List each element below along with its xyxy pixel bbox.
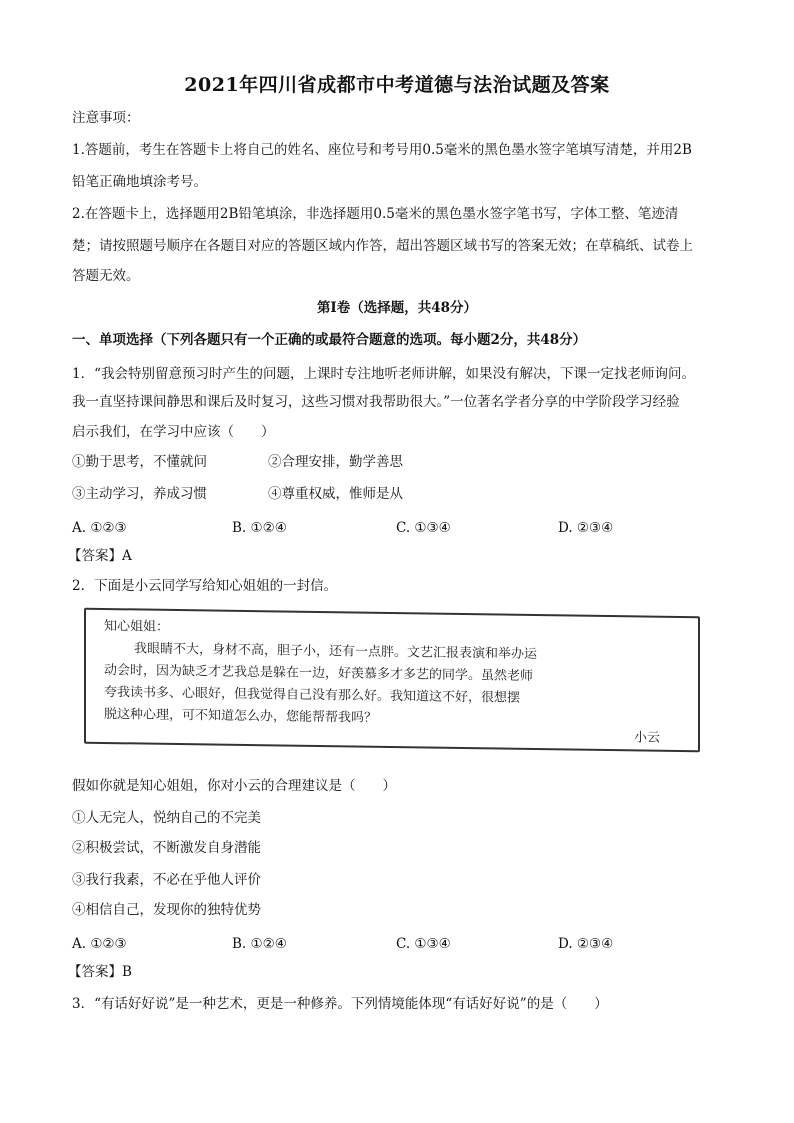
q2-statement-1: ①人无完人，悦纳自己的不完美: [72, 810, 261, 826]
q2-answer: 【答案】B: [68, 964, 132, 980]
q2-option-d: D. ②③④: [558, 936, 614, 952]
q1-option-b: B. ①②④: [232, 520, 287, 536]
letter-body-4: 脱这种心理，可不知道怎么办，您能帮帮我吗？: [104, 706, 378, 726]
q2-option-a: A. ①②③: [72, 936, 127, 952]
q1-line-3: 启示我们，在学习中应该（ ）: [72, 424, 275, 440]
notes-line-3: 2.在答题卡上，选择题用2B铅笔填涂，非选择题用0.5毫米的黑色墨水签字笔书写，字体工整、笔迹清: [72, 206, 679, 222]
q2-line-1: 2．下面是小云同学写给知心姐姐的一封信。: [72, 578, 338, 594]
q1-option-a: A. ①②③: [72, 520, 127, 536]
notes-line-1: 1.答题前，考生在答题卡上将自己的姓名、座位号和考号用0.5毫米的黑色墨水签字笔填写清楚，并用2B: [72, 142, 692, 158]
q2-statement-4: ④相信自己，发现你的独特优势: [72, 902, 261, 918]
q1-statement-4: ④尊重权威，惟师是从: [268, 486, 403, 502]
q2-option-b: B. ①②④: [232, 936, 287, 952]
letter-greeting: 知心姐姐：: [104, 618, 170, 635]
section-title: 第Ⅰ卷（选择题，共48分）: [316, 300, 478, 316]
letter-body-2: 动会时，因为缺乏才艺我总是躲在一边，好羡慕多才多艺的同学。虽然老师: [104, 662, 534, 684]
q1-statement-3: ③主动学习，养成习惯: [72, 486, 207, 502]
q1-line-2: 我一直坚持课间静思和课后及时复习，这些习惯对我帮助很大。”一位著名学者分享的中学阶段学习经验: [72, 394, 680, 410]
q1-option-d: D. ②③④: [558, 520, 614, 536]
letter-body-3: 夸我读书多、心眼好，但我觉得自己没有那么好。我知道这不好，很想摆: [104, 684, 521, 706]
q1-option-c: C. ①③④: [396, 520, 451, 536]
notes-heading: 注意事项：: [72, 110, 140, 126]
letter-body-1: 我眼睛不大，身材不高，胆子小，还有一点胖。文艺汇报表演和举办运: [134, 641, 538, 663]
q1-statement-1: ①勤于思考，不懂就问: [72, 454, 207, 470]
document-title: 2021年四川省成都市中考道德与法治试题及答案: [184, 74, 610, 96]
q1-statement-2: ②合理安排，勤学善思: [268, 454, 403, 470]
part-title: 一、单项选择（下列各题只有一个正确的或最符合题意的选项。每小题2分，共48分）: [72, 332, 587, 348]
letter-signature: 小云: [634, 730, 661, 746]
notes-line-4: 楚；请按照题号顺序在各题目对应的答题区域内作答，超出答题区域书写的答案无效；在草稿纸、试卷上: [72, 238, 693, 254]
q1-line-1: 1．“我会特别留意预习时产生的问题，上课时专注地听老师讲解，如果没有解决，下课一定找老师询问。: [72, 366, 695, 382]
q1-answer: 【答案】A: [68, 548, 132, 564]
q2-statement-3: ③我行我素，不必在乎他人评价: [72, 872, 261, 888]
q3-line-1: 3．“有话好好说”是一种艺术，更是一种修养。下列情境能体现“有话好好说”的是（ ）: [72, 996, 608, 1012]
notes-line-2: 铅笔正确地填涂考号。: [72, 174, 207, 190]
letter-box: [84, 608, 700, 753]
notes-line-5: 答题无效。: [72, 268, 140, 284]
q2-statement-2: ②积极尝试，不断激发自身潜能: [72, 840, 261, 856]
q2-option-c: C. ①③④: [396, 936, 451, 952]
q2-line-2: 假如你就是知心姐姐，你对小云的合理建议是（ ）: [72, 778, 396, 794]
